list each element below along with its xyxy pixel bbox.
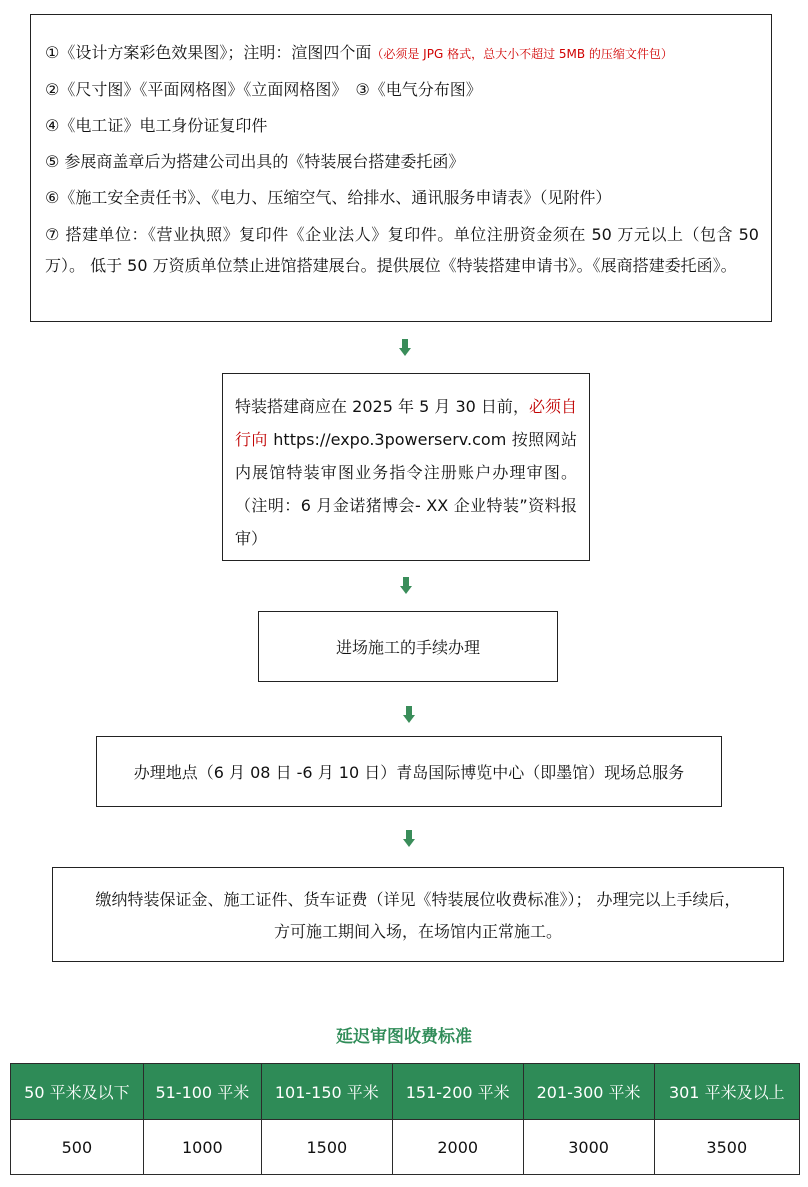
registration-instructions: 按照网站内展馆特装审图业务指令注册账户办理审图。（注明：6 月金诺猪博会- XX 企业特装”资料报审） <box>235 430 577 548</box>
fee-table-title: 延迟审图收费标准 <box>336 1027 472 1047</box>
down-arrow-icon <box>403 830 415 849</box>
payment-line-2: 方可施工期间入场，在场馆内正常施工。 <box>273 922 562 941</box>
must-self-text: 必须自行向 <box>235 397 577 449</box>
registration-url[interactable]: https://expo.3powerserv.com <box>267 430 512 449</box>
down-arrow-icon <box>399 339 411 358</box>
service-location-text: 办理地点（6 月 08 日 -6 月 10 日）青岛国际博览中心（即墨馆）现场总服务 <box>133 763 685 782</box>
requirement-1 <box>45 35 759 72</box>
fee-header-cell: 151-200 平米 <box>392 1064 523 1120</box>
deadline-text: 特装搭建商应在 2025 年 5 月 30 日前， <box>235 397 529 416</box>
fee-header-cell: 101-150 平米 <box>261 1064 392 1120</box>
fee-value-cell: 3000 <box>523 1120 654 1175</box>
requirement-6: ⑥《施工安全责任书》、《电力、压缩空气、给排水、通讯服务申请表》（见附件） <box>45 188 612 207</box>
requirement-7: ⑦ 搭建单位：《营业执照》复印件《企业法人》复印件。单位注册资金须在 50 万元以上（包含 50 万）。 低于 50 万资质单位禁止进馆搭建展台。提供展位《特装搭建申请书》。《展商搭建委托函》。 <box>45 225 759 275</box>
requirement-2: ②《尺寸图》《平面网格图》《立面网格图》 ③《电气分布图》 <box>45 80 482 99</box>
fee-table-header-row <box>11 1064 800 1120</box>
requirement-4: ④《电工证》电工身份证复印件 <box>45 116 268 135</box>
format-note: （必须是 JPG 格式，总大小不超过 5MB 的压缩文件包） <box>371 47 673 61</box>
entry-procedure-box <box>258 611 558 682</box>
entry-procedure-text: 进场施工的手续办理 <box>335 638 480 657</box>
fee-table <box>10 1063 800 1175</box>
down-arrow-icon <box>403 706 415 725</box>
down-arrow-icon <box>400 577 412 596</box>
requirements-box <box>30 14 772 322</box>
table-row <box>11 1120 800 1175</box>
requirement-5: ⑤ 参展商盖章后为搭建公司出具的《特装展台搭建委托函》 <box>45 152 465 171</box>
fee-header-cell: 201-300 平米 <box>523 1064 654 1120</box>
fee-header-cell: 51-100 平米 <box>143 1064 261 1120</box>
fee-value-cell: 1000 <box>143 1120 261 1175</box>
fee-value-cell: 3500 <box>654 1120 799 1175</box>
payment-line-1: 缴纳特装保证金、施工证件、货车证费（详见《特装展位收费标准》）； 办理完以上手续后， <box>95 890 741 909</box>
payment-box <box>52 867 784 962</box>
fee-value-cell: 1500 <box>261 1120 392 1175</box>
service-location-box <box>96 736 722 807</box>
fee-header-cell: 301 平米及以上 <box>654 1064 799 1120</box>
fee-header-cell: 50 平米及以下 <box>11 1064 144 1120</box>
fee-value-cell: 2000 <box>392 1120 523 1175</box>
fee-value-cell: 500 <box>11 1120 144 1175</box>
requirement-1-text: ①《设计方案彩色效果图》；注明：渲图四个面 <box>45 43 372 62</box>
review-registration-box <box>222 373 590 561</box>
